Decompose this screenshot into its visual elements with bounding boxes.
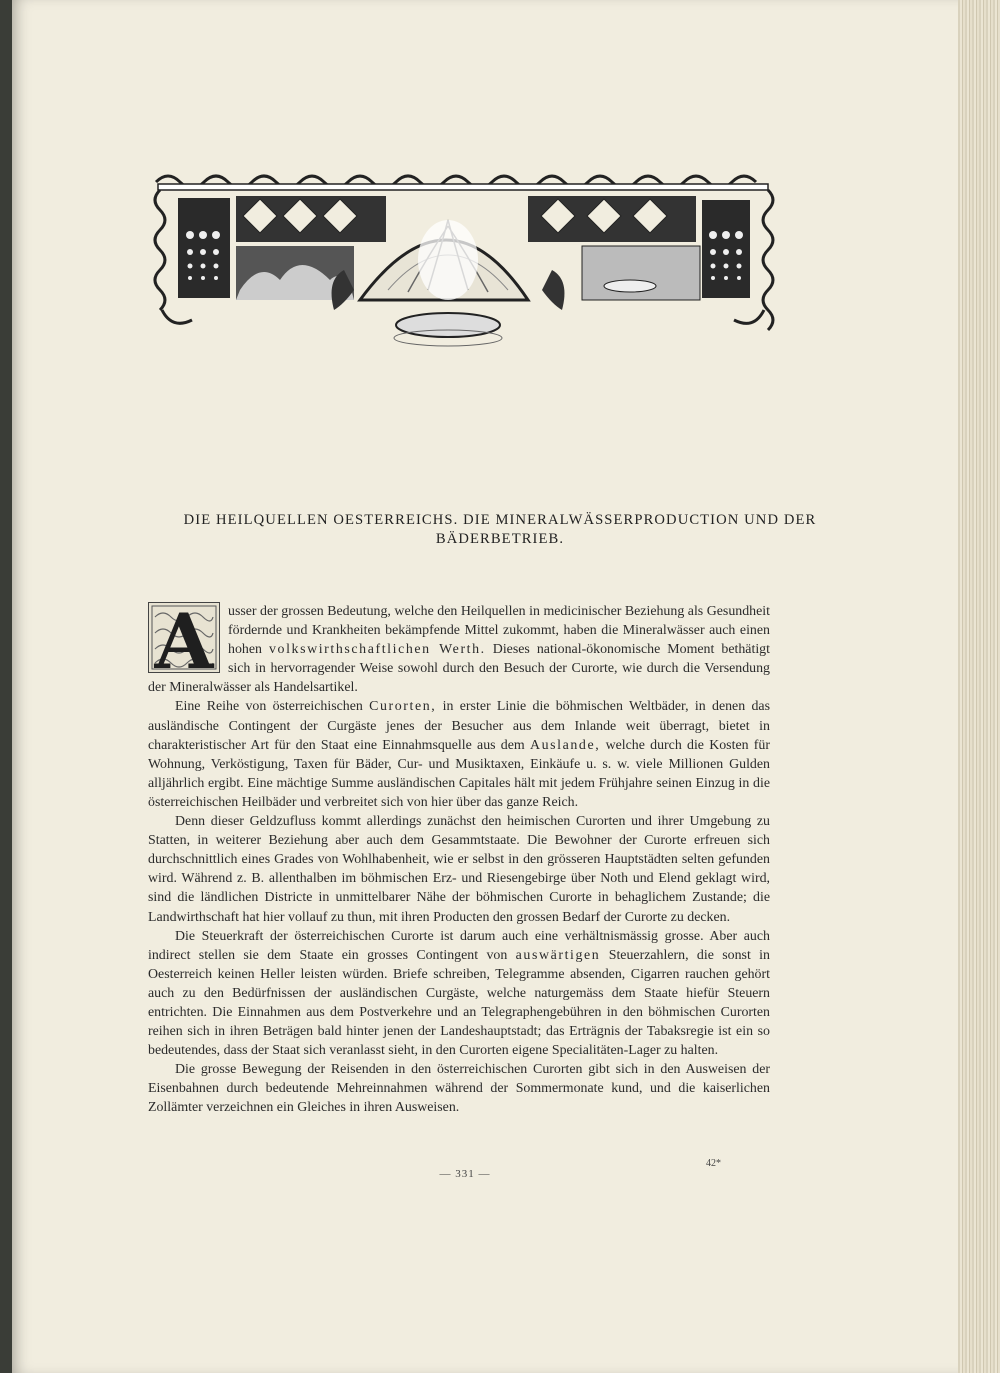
paragraph-2-start: Eine Reihe von österreichischen [175, 699, 363, 715]
page-edges [958, 0, 1000, 1373]
paragraph-2-mid: in erster Linie die böhmischen Weltbäder, in denen das ausländische Contingent der Curgäste jenes der Besucher aus dem Inlande weit überragt, bietet in charakteristischer Art für den Staat eine Einnahmsquelle aus dem [148, 699, 770, 753]
paragraph-2-end: welche durch die Kosten für Wohnung, Verköstigung, Taxen für Bäder, Cur- und Musiktaxen, Einkäufe u. s. w. viele Millionen Gulden alljährlich ergibt. Eine mächtige Summe ausländischen Capitales hält mit jedem Frühjahre seinen Einzug in die österreichischen Heilbäder und verbreitet sich von hier über das ganze Reich. [148, 737, 770, 810]
paragraph-4-emphasis: auswärtigen [515, 947, 601, 963]
decorated-initial [148, 597, 220, 686]
chapter-title [120, 511, 880, 549]
chapter-title-line-1: DIE HEILQUELLEN OESTERREICHS. DIE MINERALWÄSSERPRODUCTION UND DER [183, 512, 817, 528]
paragraph-3: Denn dieser Geldzufluss kommt allerdings zunächst den heimischen Curorten und ihrer Umgebung zu Statten, in weiterer Beziehung aber auch dem Gesammtstaate. Die Bewohner der Curorte erfreuen sich durchschnittlich eines Grades von Wohlhabenheit, wie er selbst in den grösseren Hauptstädten selten gefunden wird. Während z. B. allenthalben im böhmischen Erz- und Riesengebirge über Noth und Elend geklagt wird, sind die ländlichen Districte in unmittelbarer Nähe der böhmischen Curorte in behaglichem Zustande; die Landwirthschaft hat hier vollauf zu thun, mit ihren Producten den grossen Bedarf der Curorte zu decken. [148, 814, 770, 925]
chapter-title-line-2: BÄDERBETRIEB. [435, 531, 565, 547]
initial-letter: A [154, 597, 214, 686]
paragraph-2-emphasis-2: Auslande, [529, 737, 601, 753]
paragraph-1-end: Dieses national-ökonomische Moment bethätigt sich in hervorragender Weise sowohl durch den Besuch der Curorte, wie durch die Versendung der Mineralwässer als Handelsartikel. [148, 642, 770, 696]
paragraph-1-emphasis: volkswirthschaftlichen Werth. [268, 642, 486, 658]
paragraph-1 [148, 597, 770, 697]
paragraph-2-emphasis-1: Curorten, [369, 699, 437, 715]
body-text [148, 597, 770, 1118]
paragraph-1-text: usser der grossen Bedeutung, welche den Heilquellen in medicinischer Beziehung als Gesundheit fördernde und Krankheiten bekämpfende Mittel zukommt, haben die Mineralwässer auch einen hohen [228, 604, 770, 658]
signature-mark: 42* [706, 1158, 721, 1169]
paragraph-2 [148, 697, 770, 812]
paragraph-4 [148, 927, 770, 1061]
paragraph-4-end: Steuerzahlern, die sonst in Oesterreich keinen Heller leisten würden. Briefe schreiben, Telegramme absenden, Cigarren rauchen gehört auch zu den Bedürfnissen der ausländischen Curgäste, welche naturgemäss dem Staate hiefür Steuern entrichten. Die Einnahmen aus dem Postverkehre und an Telegraphengebühren in den böhmischen Curorten reihen sich in ihren Beträgen bald hinter jenen der Landeshauptstadt; das Erträgnis der Tabaksregie ist ein so bedeutendes, dass der Staat sich veranlasst sieht, in den Curorten eigene Specialitäten-Lager zu halten. [148, 947, 770, 1059]
page-number: — 331 — [439, 1168, 491, 1180]
header-ornament-illustration [148, 160, 778, 360]
paragraph-5: Die grosse Bewegung der Reisenden in den österreichischen Curorten gibt sich in den Ausweisen der Eisenbahnen durch bedeutende Mehreinnahmen während der Sommermonate kund, und die kaiserlichen Zollämter verzeichnen ein Gleiches in ihren Ausweisen. [148, 1062, 770, 1116]
paragraph-4-start: Die Steuerkraft der österreichischen Curorte ist darum auch eine verhältnismässig grosse. Aber auch indirect stellen sie dem Staate ein grosses Contingent von [148, 928, 770, 963]
